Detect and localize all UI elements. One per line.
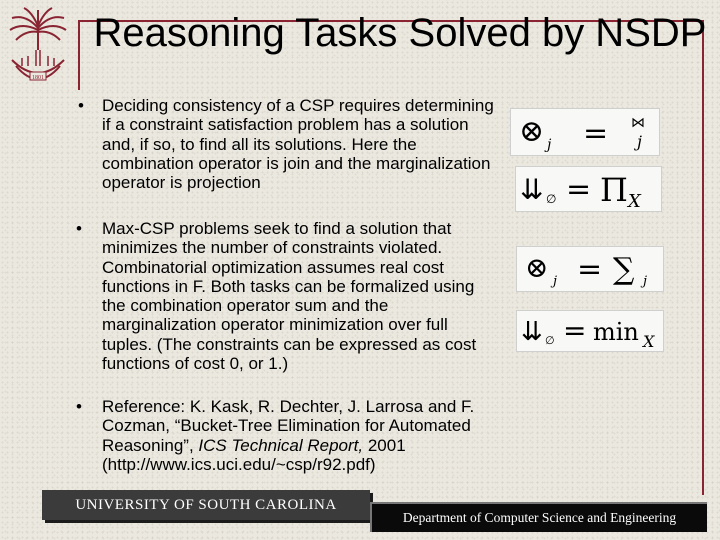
join-symbol: ⋈	[631, 115, 645, 131]
formula-combination-join	[510, 108, 660, 156]
bullet-consistency	[78, 96, 502, 193]
bullet-dot: •	[76, 219, 82, 238]
sum-symbol: ∑	[613, 252, 635, 287]
equals-symbol: =	[566, 172, 592, 207]
subscript: j	[637, 132, 642, 151]
bullet-dot: •	[78, 96, 84, 115]
subscript: X	[628, 191, 641, 211]
subscript: j	[547, 137, 552, 153]
palmetto-tree-seal-icon	[6, 6, 70, 88]
formula-marginalization-min	[516, 310, 664, 352]
footer-department: Department of Computer Science and Engineering	[370, 502, 707, 532]
slide-title: Reasoning Tasks Solved by NSDP	[93, 11, 707, 55]
subscript: j	[643, 274, 648, 289]
subscript: j	[553, 274, 558, 289]
formula-combination-sum	[516, 246, 664, 292]
bullet-max-csp	[76, 219, 502, 374]
subscript: ∅	[545, 334, 555, 347]
min-operator: min	[593, 318, 639, 346]
equals-symbol: =	[563, 314, 587, 347]
subscript: X	[643, 332, 655, 351]
reference-prefix: Reference: K. Kask, R. Dechter, J. Larrosa and F. Cozman, “Bucket-Tree Elimination for Automated Reasoning”,	[102, 397, 475, 455]
otimes-symbol: ⊗	[519, 114, 545, 149]
reference-suffix: 2001 (http://www.ics.uci.edu/~csp/r92.pdf)	[102, 435, 406, 474]
marginalization-symbol: ⇊	[520, 173, 544, 206]
bullet-dot: •	[76, 397, 82, 416]
marginalization-symbol: ⇊	[521, 317, 543, 347]
bullet-text: Max-CSP problems seek to find a solution that minimizes the number of constraints violated. Combinatorial optimization assumes real cost functions in F. Both tasks can be formalized using the combination operator sum and the marginalization operator minimization over full tuples. (The constraints can be expressed as cost functions of cost 0, or 1.)	[102, 219, 477, 374]
equals-symbol: =	[583, 116, 609, 151]
otimes-symbol: ⊗	[525, 251, 549, 284]
frame-right-line	[702, 20, 704, 495]
bullet-reference	[76, 397, 502, 474]
logo-year: 1801	[32, 75, 44, 81]
bullet-text: Deciding consistency of a CSP requires determining if a constraint satisfaction problem has a solution and, if so, to find all its solutions. Here the combination operator is join and the marginalization operator is projection	[102, 96, 494, 193]
formula-marginalization-projection	[515, 166, 662, 212]
equals-symbol: =	[577, 252, 603, 287]
reference-journal: ICS Technical Report,	[198, 435, 364, 455]
pi-symbol: Π	[600, 171, 628, 209]
footer-university: UNIVERSITY OF SOUTH CAROLINA	[42, 490, 370, 520]
subscript: ∅	[546, 192, 557, 206]
